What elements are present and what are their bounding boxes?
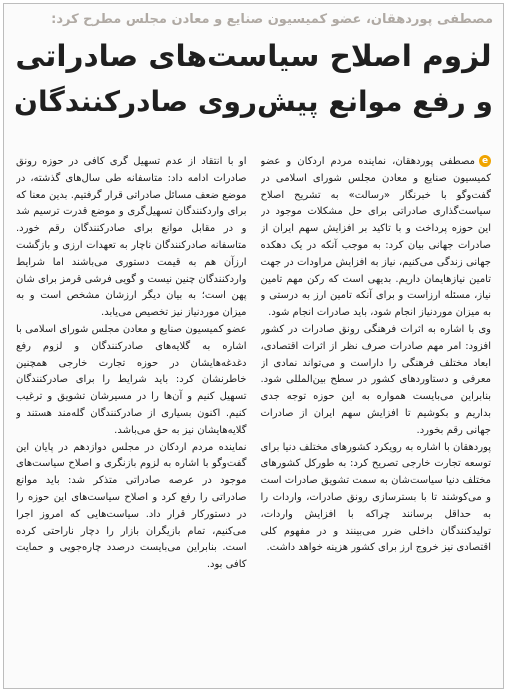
paragraph: نماینده مردم اردکان در مجلس دوازدهم در پایان این گفت‌وگو با اشاره به لزوم بازنگری و اصلاح سیاست‌های موجود در عرصه صادراتی متذکر شد: باید موانع صادراتی را رفع کرد و اصلاح سیاست‌های این حوزه را در دستورکار قرار داد. سیاست‌هایی که امروز اجرا می‌کنیم، تمام بازیگران بازار را دچار ناراحتی کرده است. بنابراین می‌بایست درصدد چاره‌جویی و حمایت کافی بود.: [16, 441, 247, 571]
right-column: [261, 154, 492, 682]
paragraph: عضو کمیسیون صنایع و معادن مجلس شورای اسلامی با اشاره به گلایه‌های صادرکنندگان و لزوم رفع دغدغه‌هایشان در حوزه تجارت خارجی همچنین خاطرنشان کرد: باید شرایط را برای صادرکنندگان تسهیل کنیم و آن‌ها را در مسیرشان تشویق و ترغیب کنیم. اکنون بسیاری از صادرکنندگان گله‌مند هستند و گلایه‌هایشان نیز به حق می‌باشد.: [16, 323, 247, 436]
paragraph: او با انتقاد از عدم تسهیل گری کافی در حوزه رونق صادرات ادامه داد: متاسفانه طی سال‌های گذشته، در موضع ضعف مسائل صادراتی قرار گرفتیم. بدین معنا که برای واردکنندگان تسهیل‌گری و موضع قدرت ترسیم شد و در مقابل موانع برای صادرکنندگان رقم خورد. متاسفانه صادرکنندگان ناچار به تعهدات ارزی و بازگشت ارزآن هم به قیمت دستوری می‌باشند اما شرایط واردکنندگان چنین نیست و گویی فرشی قرمز برای شان پهن است؛ به بیان دیگر ارزشان مشخص است و به میزان موردنیاز نیز تخصیص می‌یابد.: [16, 156, 247, 319]
article-body: [16, 154, 491, 682]
paragraph: وی با اشاره به اثرات فرهنگی رونق صادرات در کشور افزود: امر مهم صادرات صرف نظر از اثرات اقتصادی، ابعاد مختلف فرهنگی را داراست و می‌تواند نمادی از معرفی و دستاوردهای کشور در سطح بین‌المللی شود. بنابراین می‌بایست همواره به این حوزه توجه جدی بداریم و بکوشیم تا افزایش سهم ایران از صادرات جهانی رقم بخورد.: [260, 323, 491, 436]
left-column: [16, 154, 247, 682]
newspaper-logo-icon: e: [479, 155, 491, 167]
article-kicker: مصطفی پوردهقان، عضو کمیسیون صنایع و معادن مجلس مطرح کرد:: [51, 12, 493, 27]
paragraph-text: مصطفی پوردهقان، نماینده مردم اردکان و عضو کمیسیون صنایع و معادن مجلس شورای اسلامی در گفت‌وگو با خبرنگار «رسالت» به تشریح اصلاح سیاست‌گذاری صادراتی برای حل مشکلات موجود در این حوزه پرداخت و با تاکید بر افزایش سهم ایران از صادرات جهانی بیان کرد: به موجب آنکه در یک دهکده جهانی زندگی می‌کنیم، نیاز به افزایش مراودات در جهت تامین نیازهایمان داریم. بدیهی است که رکن مهم تامین نیاز، مسئله ارزاست و برای آنکه تامین ارز به درستی و به میزان موردنیاز انجام شود، باید صادرات انجام شود.: [260, 156, 491, 319]
headline-line-2: و رفع موانع پیش‌روی صادرکنندگان: [14, 85, 493, 118]
article-frame: [3, 3, 504, 689]
headline-line-1: لزوم اصلاح سیاست‌های صادراتی: [15, 39, 492, 73]
paragraph: [261, 154, 492, 322]
paragraph: پوردهقان با اشاره به رویکرد کشورهای مختلف دنیا برای توسعه تجارت خارجی تصریح کرد: به طورکل کشورهای مختلف دنیا سیاست‌شان به سمت تشویق صادرات است و می‌کوشند تا با بسترسازی رونق صادرات، واردات را به حداقل برسانند چراکه با افزایش واردات، تولیدکنندگان داخلی ضرر می‌بینند و در مفهوم کلی اقتصادی نیز خروج ارز برای کشور هزینه خواهد داشت.: [260, 441, 491, 554]
